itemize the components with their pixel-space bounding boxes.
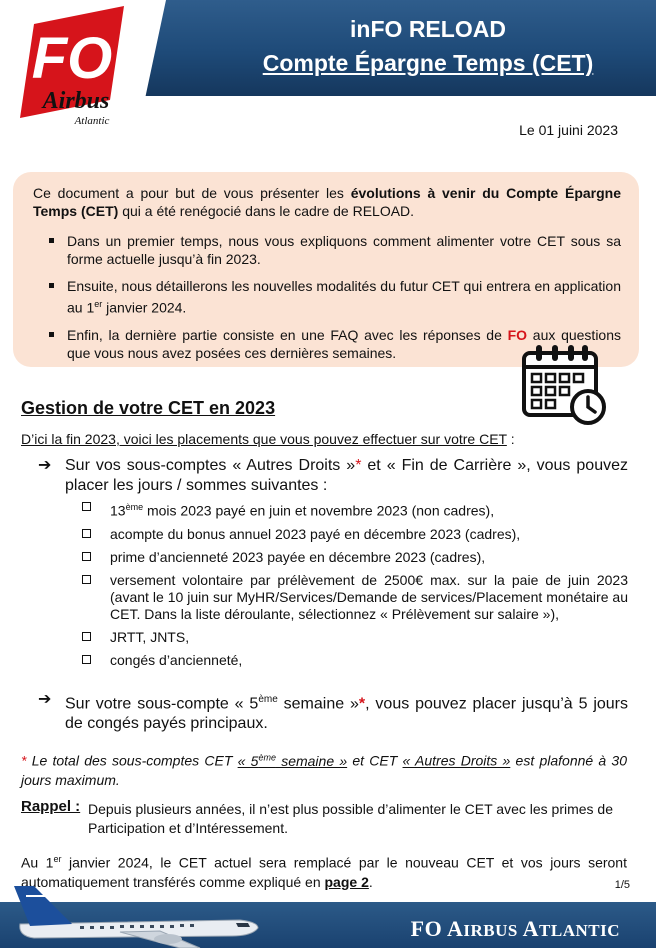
doc-title: inFO RELOAD — [350, 16, 506, 42]
page-2-link[interactable]: page 2 — [324, 873, 369, 890]
ceiling-note: * Le total des sous-comptes CET « 5ème semaine » et CET « Autres Droits » est plafonné à 30 jours maximum. — [21, 752, 628, 788]
section-lead: D’ici la fin 2023, voici les placements que vous pouvez effectuer sur votre CET : — [21, 431, 515, 447]
airplane-image — [0, 876, 265, 948]
page-number: 1/5 — [614, 879, 630, 891]
footer-brand: FO AIRBUS ATLANTIC — [410, 916, 620, 941]
list-item: versement volontaire par prélèvement de 2500€ max. sur la paie de juin 2023 (avant le 10 juin sur MyHR/Services/Demande de services/Placement monétaire au CET. Dans la liste déroulante, sélectionnez « Prélèvement sur salaire »), — [80, 572, 628, 623]
header-band — [140, 0, 656, 96]
placements-list — [80, 499, 628, 675]
intro-bullet: Dans un premier temps, nous vous expliquons comment alimenter votre CET sous sa forme actuelle jusqu’à fin 2023. — [45, 232, 621, 268]
doc-subtitle: Compte Épargne Temps (CET) — [262, 50, 594, 76]
rappel-label: Rappel : — [21, 798, 81, 815]
final-paragraph: Au 1er janvier 2024, le CET actuel sera remplacé par le nouveau CET et vos jours seront automatiquement transférés comme expliqué en page 2. — [21, 854, 627, 890]
intro-bullet: Ensuite, nous détaillerons les nouvelles modalités du futur CET qui entrera en application au 1er janvier 2024. — [45, 277, 621, 317]
section-title: Gestion de votre CET en 2023 — [21, 398, 276, 418]
list-item: 13ème mois 2023 payé en juin et novembre 2023 (non cadres), — [80, 499, 628, 520]
arrow-right-icon: ➔ — [38, 691, 52, 708]
checkbox-square-icon — [82, 575, 91, 584]
checkbox-square-icon — [82, 632, 91, 641]
checkbox-square-icon — [82, 655, 91, 664]
document-date: Le 01 juini 2023 — [519, 122, 618, 138]
checkbox-square-icon — [82, 552, 91, 561]
arrow-item-autres-droits: ➔ Sur vos sous-comptes « Autres Droits »* et « Fin de Carrière », vous pouvez placer les jours / sommes suivantes : — [38, 457, 629, 494]
list-item: JRTT, JNTS, — [80, 629, 628, 646]
intro-box — [13, 172, 639, 367]
list-item: congés d’ancienneté, — [80, 652, 628, 669]
logo-line1: Airbus — [42, 88, 110, 114]
logo-line2: Atlantic — [74, 115, 110, 127]
list-item: acompte du bonus annuel 2023 payé en décembre 2023 (cadres), — [80, 526, 628, 543]
rappel-text: Depuis plusieurs années, il n’est plus possible d’alimenter le CET avec les primes de Participation et d’Intéressement. — [88, 801, 613, 836]
logo-brand: FO — [31, 26, 113, 91]
calendar-clock-icon — [520, 343, 610, 428]
checkbox-square-icon — [82, 529, 91, 538]
intro-bullet: Enfin, la dernière partie consiste en une FAQ avec les réponses de FO aux questions que vous nous avez posées ces dernières semaines. — [45, 326, 621, 362]
checkbox-square-icon — [82, 502, 91, 511]
arrow-right-icon: ➔ — [38, 457, 52, 474]
fo-logo — [6, 4, 136, 134]
intro-text: Ce document a pour but de vous présenter les évolutions à venir du Compte Épargne Temps (CET) qui a été renégocié dans le cadre de RELOAD. — [33, 185, 621, 219]
arrow-item-5eme-semaine: ➔ Sur votre sous-compte « 5ème semaine »*, vous pouvez placer jusqu’à 5 jours de congés payés principaux. — [38, 691, 629, 733]
list-item: prime d’ancienneté 2023 payée en décembre 2023 (cadres), — [80, 549, 628, 566]
